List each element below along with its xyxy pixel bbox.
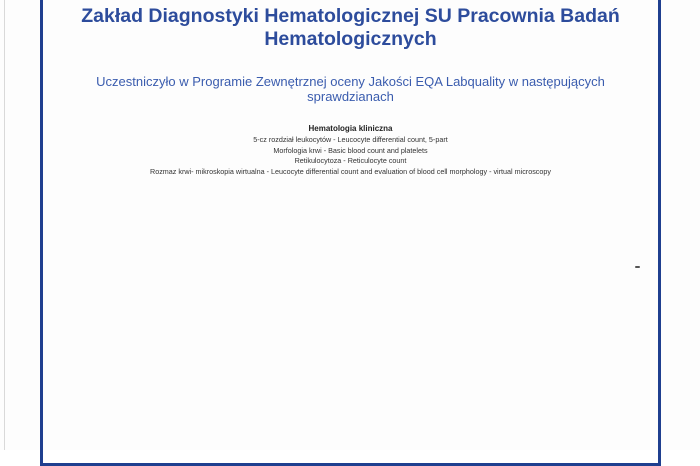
certificate-border [40, 0, 661, 466]
scheme-list [40, 135, 661, 177]
scheme-item: Rozmaz krwi- mikroskopia wirtualna - Leucocyte differential count and evaluation of blood cell morphology - virtual microscopy [150, 166, 551, 176]
scan-edge-line [4, 0, 5, 450]
organization-title: Zakład Diagnostyki Hematologicznej SU Pracownia Badań Hematologicznych [81, 5, 620, 50]
scheme-item: 5-cz rozdział leukocytów - Leucocyte differential count, 5-part [253, 135, 448, 144]
scheme-item: Morfologia krwi - Basic blood count and platelets [273, 145, 428, 155]
participation-statement: Uczestniczyło w Programie Zewnętrznej oceny Jakości EQA Labquality w następujących sprawdzianach [96, 74, 605, 104]
section-heading: Hematologia kliniczna [308, 124, 393, 133]
scheme-item: Retikulocytoza - Reticulocyte count [294, 156, 407, 165]
scan-speck [635, 266, 640, 268]
